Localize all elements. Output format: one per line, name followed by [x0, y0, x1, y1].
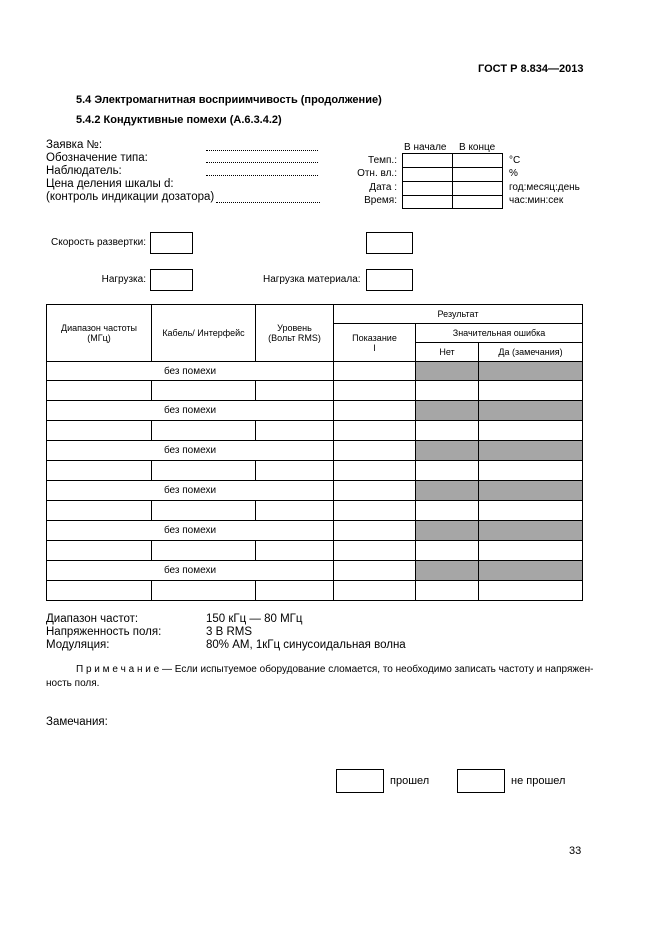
field-label-observer: Наблюдатель:: [46, 165, 122, 177]
field-label-scale-division: Цена деления шкалы d:: [46, 178, 174, 190]
cell-yes[interactable]: [479, 381, 583, 401]
field-line-observer[interactable]: [206, 175, 318, 176]
cell-yes[interactable]: [479, 501, 583, 521]
load-label: Нагрузка:: [101, 274, 146, 285]
cell-yes-shaded: [479, 441, 583, 461]
field-label-type: Обозначение типа:: [46, 152, 148, 164]
table-row: [47, 381, 583, 401]
field-label-dispenser-control: (контроль индикации дозатора): [46, 191, 215, 203]
cell-freq[interactable]: [47, 581, 152, 601]
cell-no-shaded: [416, 561, 479, 581]
scan-speed-box-2[interactable]: [366, 232, 413, 254]
spec-value-frequency: 150 кГц — 80 МГц: [206, 613, 303, 625]
passed-checkbox[interactable]: [336, 769, 384, 793]
cell-yes[interactable]: [479, 461, 583, 481]
cell-cable[interactable]: [152, 501, 256, 521]
cell-reading[interactable]: [334, 381, 416, 401]
field-label-application: Заявка №:: [46, 139, 103, 151]
cell-no[interactable]: [416, 461, 479, 481]
cell-cable[interactable]: [152, 421, 256, 441]
row-label-no-interference: без помехи: [47, 441, 334, 461]
row-label-no-interference: без помехи: [47, 521, 334, 541]
section-subtitle: 5.4.2 Кондуктивные помехи (А.6.3.4.2): [76, 114, 282, 126]
cell-yes[interactable]: [479, 421, 583, 441]
row-label-no-interference: без помехи: [47, 481, 334, 501]
cell-yes[interactable]: [479, 581, 583, 601]
load-box[interactable]: [150, 269, 193, 291]
conditions-unit-time: час:мин:сек: [509, 195, 564, 206]
cell-no-shaded: [416, 362, 479, 381]
table-row-interference-free: [47, 401, 583, 421]
page-number: 33: [569, 845, 582, 857]
cell-no[interactable]: [416, 421, 479, 441]
cell-no[interactable]: [416, 381, 479, 401]
cell-no[interactable]: [416, 541, 479, 561]
conditions-unit-temp: °C: [509, 155, 521, 166]
material-load-box[interactable]: [366, 269, 413, 291]
cell-cable[interactable]: [152, 541, 256, 561]
results-table: [46, 304, 583, 601]
cell-reading[interactable]: [334, 421, 416, 441]
cell-no[interactable]: [416, 501, 479, 521]
row-label-no-interference: без помехи: [47, 362, 334, 381]
cell-yes-shaded: [479, 362, 583, 381]
scan-speed-box[interactable]: [150, 232, 193, 254]
cell-no[interactable]: [416, 581, 479, 601]
header-no: Нет: [416, 343, 479, 362]
remarks-label: Замечания:: [46, 716, 108, 728]
cell-reading[interactable]: [334, 461, 416, 481]
cell-level[interactable]: [256, 381, 334, 401]
header-freq-range: Диапазон частоты (МГц): [47, 305, 152, 362]
conditions-label-date: Дата :: [369, 182, 397, 193]
failed-label: не прошел: [511, 775, 566, 787]
header-level: Уровень (Вольт RMS): [256, 305, 334, 362]
failed-checkbox[interactable]: [457, 769, 505, 793]
cell-level[interactable]: [256, 501, 334, 521]
passed-label: прошел: [390, 775, 430, 787]
cell-reading[interactable]: [334, 362, 416, 381]
cell-reading[interactable]: [334, 561, 416, 581]
cell-freq[interactable]: [47, 501, 152, 521]
cell-freq[interactable]: [47, 461, 152, 481]
note-text: [76, 664, 593, 675]
conditions-label-temp: Темп.:: [368, 155, 397, 166]
cell-reading[interactable]: [334, 581, 416, 601]
cell-yes-shaded: [479, 481, 583, 501]
table-row: [47, 541, 583, 561]
spec-label-frequency: Диапазон частот:: [46, 613, 139, 625]
material-load-label: Нагрузка материала:: [263, 274, 361, 285]
spec-label-field-strength: Напряженность поля:: [46, 626, 162, 638]
note-line2: ность поля.: [46, 678, 100, 689]
cell-reading[interactable]: [334, 481, 416, 501]
cell-reading[interactable]: [334, 521, 416, 541]
cell-level[interactable]: [256, 461, 334, 481]
table-row-interference-free: [47, 481, 583, 501]
cell-no-shaded: [416, 401, 479, 421]
cell-freq[interactable]: [47, 381, 152, 401]
table-row: [47, 461, 583, 481]
cell-cable[interactable]: [152, 461, 256, 481]
conditions-col-start: В начале: [404, 142, 447, 153]
conditions-grid: [402, 153, 503, 209]
document-id: ГОСТ Р 8.834—2013: [478, 63, 584, 75]
cell-no-shaded: [416, 481, 479, 501]
cell-freq[interactable]: [47, 421, 152, 441]
header-result: Результат: [334, 305, 583, 324]
cell-yes-shaded: [479, 561, 583, 581]
field-line-type[interactable]: [206, 162, 318, 163]
conditions-col-end: В конце: [459, 142, 496, 153]
header-yes: Да (замечания): [479, 343, 583, 362]
table-row-interference-free: [47, 362, 583, 381]
field-line-application[interactable]: [206, 150, 318, 151]
spec-label-modulation: Модуляция:: [46, 639, 110, 651]
table-row-interference-free: [47, 441, 583, 461]
conditions-unit-date: год:месяц:день: [509, 182, 580, 193]
spec-value-field-strength: 3 В RMS: [206, 626, 253, 638]
row-label-no-interference: без помехи: [47, 561, 334, 581]
field-line-dispenser-control[interactable]: [216, 202, 320, 203]
header-reading: Показание I: [334, 324, 416, 362]
cell-level[interactable]: [256, 581, 334, 601]
cell-yes[interactable]: [479, 541, 583, 561]
cell-reading[interactable]: [334, 541, 416, 561]
table-row-interference-free: [47, 561, 583, 581]
spec-value-modulation: 80% АМ, 1кГц синусоидальная волна: [206, 639, 406, 651]
table-row-interference-free: [47, 521, 583, 541]
cell-level[interactable]: [256, 421, 334, 441]
table-row: [47, 501, 583, 521]
section-title: 5.4 Электромагнитная восприимчивость (продолжение): [76, 94, 382, 106]
table-row: [47, 421, 583, 441]
cell-level[interactable]: [256, 541, 334, 561]
cell-cable[interactable]: [152, 581, 256, 601]
header-cable: Кабель/ Интерфейс: [152, 305, 256, 362]
cell-reading[interactable]: [334, 401, 416, 421]
conditions-unit-humidity: %: [509, 168, 518, 179]
note-prefix: П р и м е ч а н и е: [76, 664, 160, 675]
cell-yes-shaded: [479, 401, 583, 421]
table-row: [47, 581, 583, 601]
conditions-label-humidity: Отн. вл.:: [357, 168, 397, 179]
row-label-no-interference: без помехи: [47, 401, 334, 421]
note-line1: — Если испытуемое оборудование сломается, то необходимо записать частоту и напряжен-: [159, 664, 594, 675]
scan-speed-label: Скорость развертки:: [51, 237, 146, 248]
cell-cable[interactable]: [152, 381, 256, 401]
cell-freq[interactable]: [47, 541, 152, 561]
cell-reading[interactable]: [334, 441, 416, 461]
cell-no-shaded: [416, 521, 479, 541]
cell-yes-shaded: [479, 521, 583, 541]
cell-no-shaded: [416, 441, 479, 461]
conditions-label-time: Время:: [364, 195, 397, 206]
header-significant-error: Значительная ошибка: [416, 324, 583, 343]
cell-reading[interactable]: [334, 501, 416, 521]
